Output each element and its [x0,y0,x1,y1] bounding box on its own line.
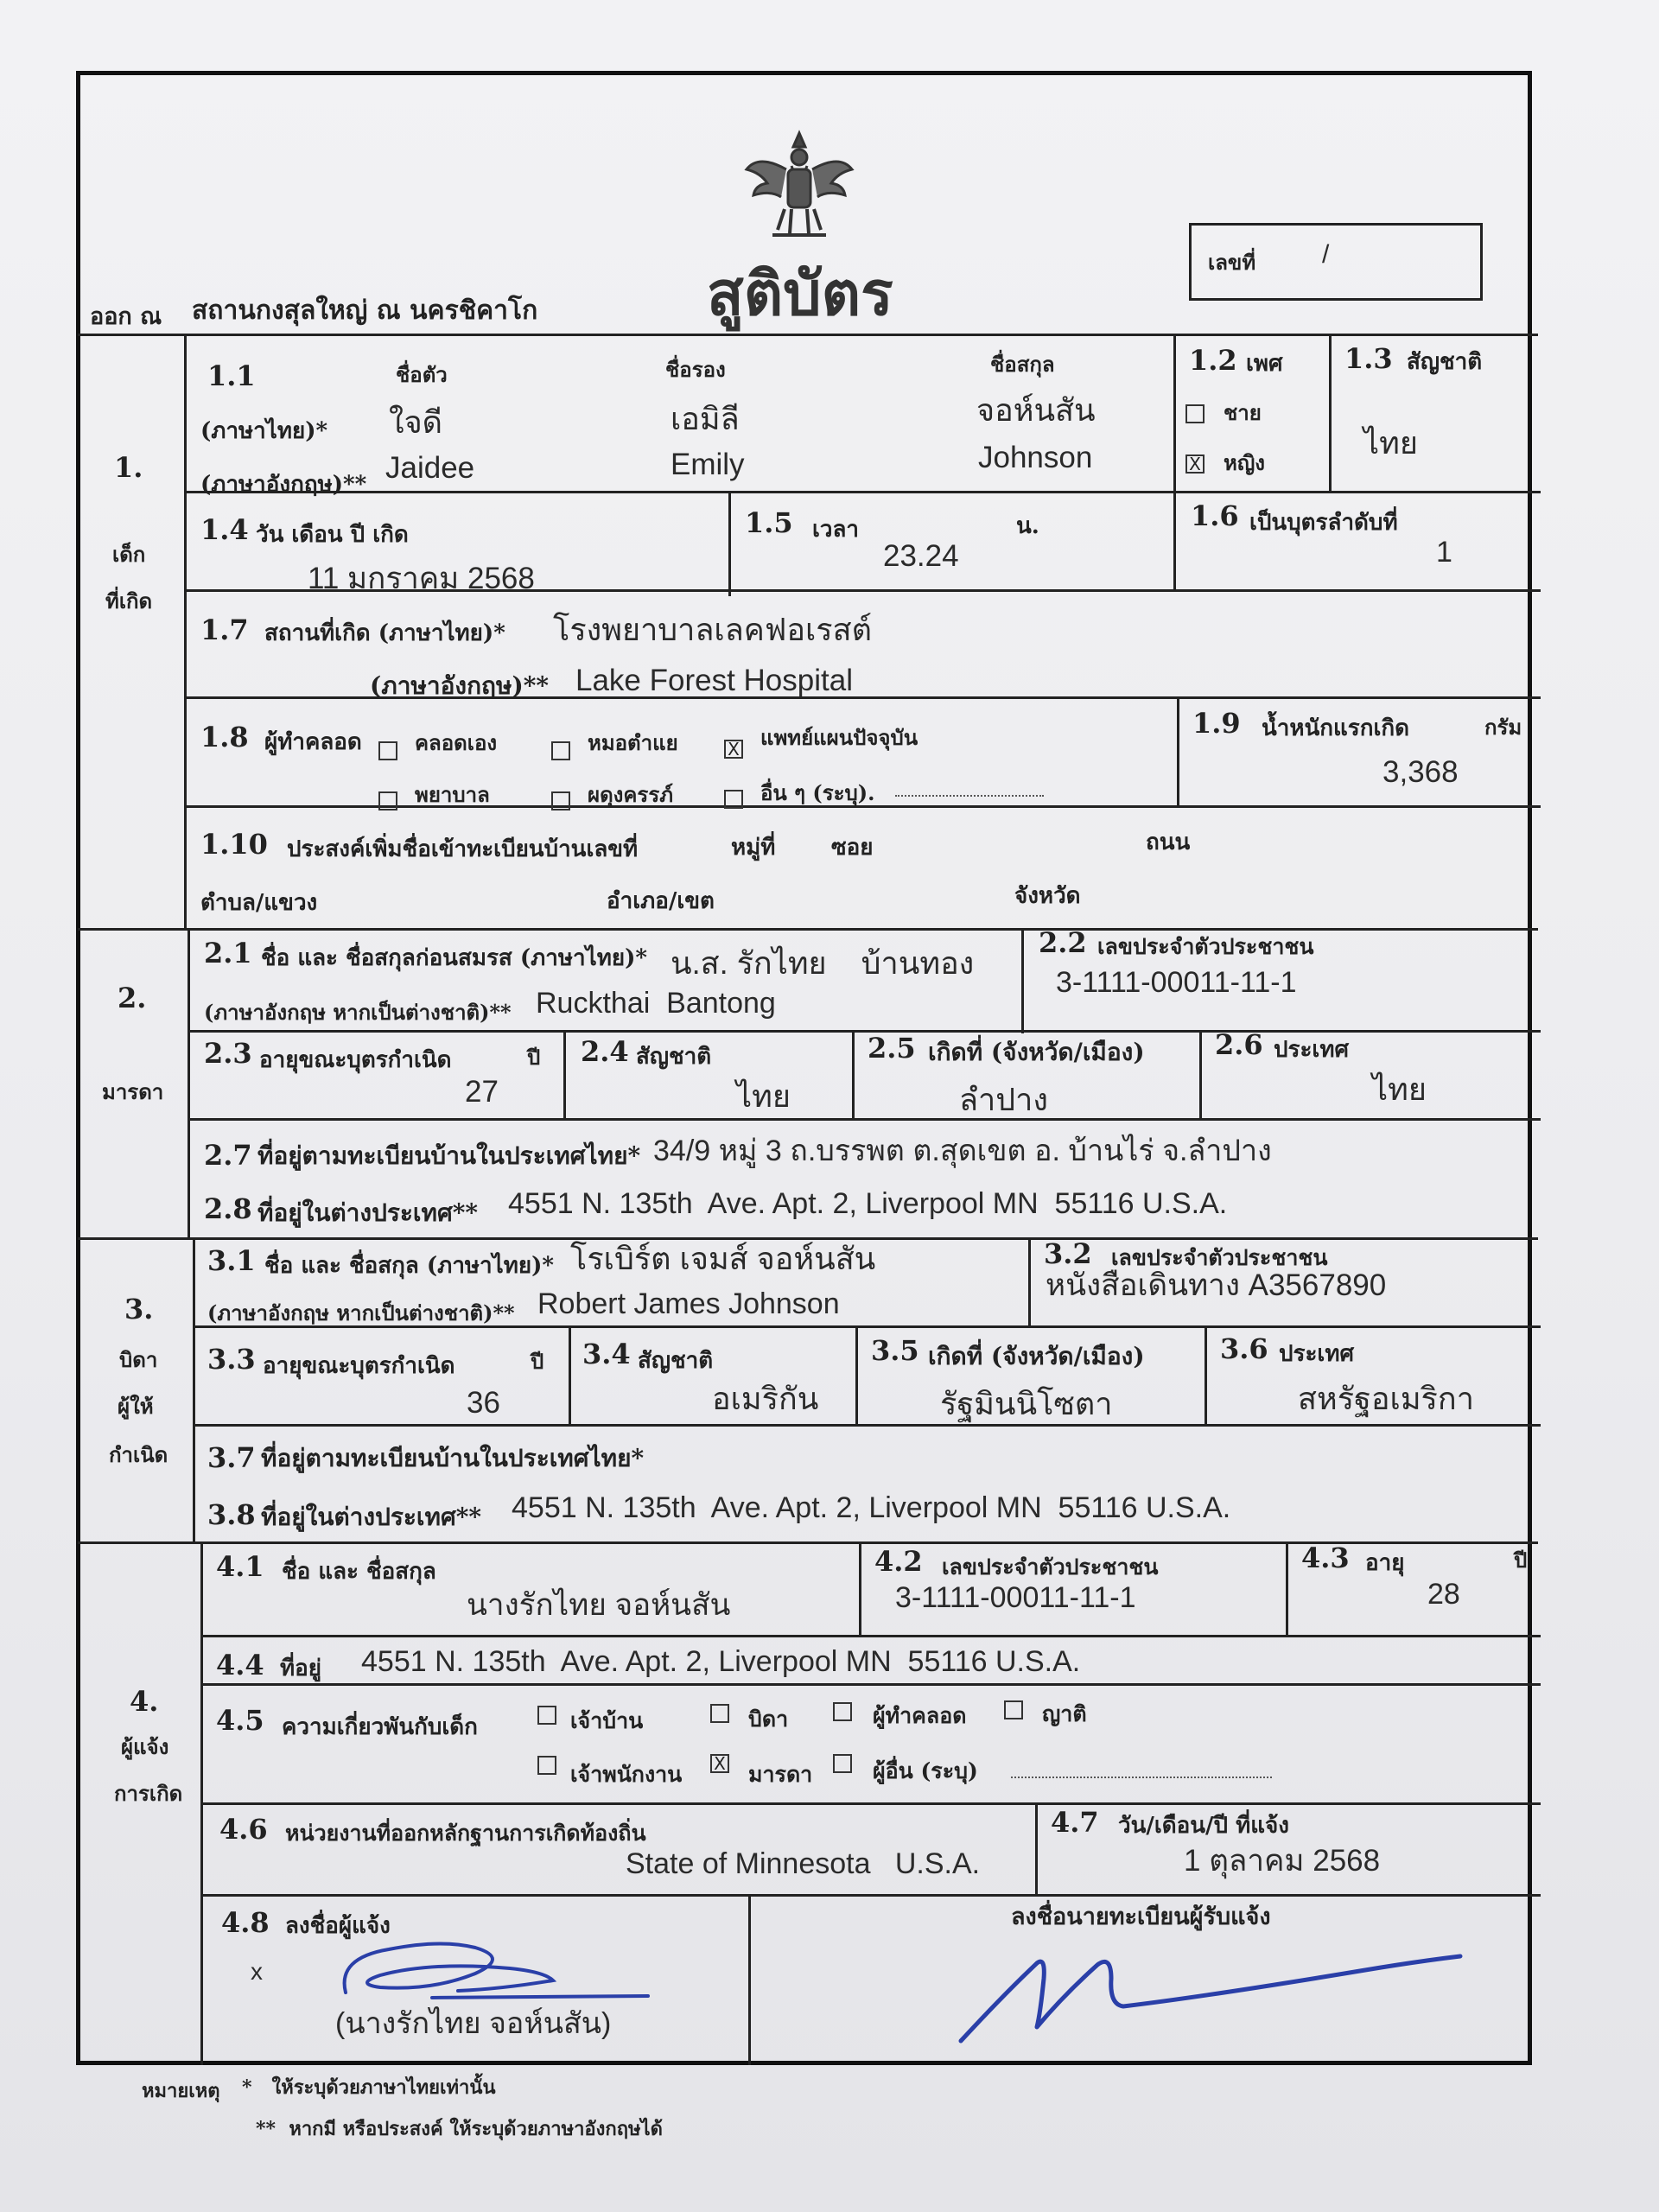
province-label: จังหวัด [1014,883,1081,909]
grid-line [200,1635,1541,1637]
sex-female-checkbox[interactable]: X [1185,454,1205,474]
field-3-8-number: 3.8 [207,1498,256,1531]
relation-father-label: บิดา [748,1707,789,1732]
field-2-5-number: 2.5 [868,1032,916,1065]
mother-country-label: ประเทศ [1274,1037,1349,1063]
birth-time-label: เวลา [812,517,860,543]
delivered-doctor-label: แพทย์แผนปัจจุบัน [760,725,918,750]
informant-signature-label: ลงชื่อผู้แจ้ง [285,1913,391,1939]
relation-deliverer-checkbox[interactable] [833,1702,852,1721]
relation-owner-checkbox[interactable] [537,1706,556,1725]
birth-place-eng-label: (ภาษาอังกฤษ)** [370,671,549,700]
field-1-6-number: 1.6 [1191,499,1239,532]
signature-x-mark: x [251,1958,263,1985]
informant-age-label: อายุ [1365,1550,1405,1576]
father-nationality-value: อเมริกัน [712,1381,819,1416]
sex-male-label: ชาย [1224,400,1262,425]
grid-line [1028,1237,1031,1327]
report-date-value: 1 ตุลาคม 2568 [1184,1844,1381,1878]
section1-title: เด็ก [112,542,146,567]
delivered-self-label: คลอดเอง [415,730,498,755]
grid-line [78,928,1538,931]
section3-title-2: ผู้ให้ [118,1394,154,1419]
father-id-value: หนังสือเดินทาง A3567890 [1046,1268,1387,1302]
birth-order-value: 1 [1436,536,1452,569]
tambon-label: ตำบล/แขวง [200,890,318,916]
field-4-8-number: 4.8 [221,1906,270,1939]
field-1-2-number: 1.2 [1189,344,1237,377]
mother-thai-address-label: ที่อยู่ตามทะเบียนบ้านในประเทศไทย* [257,1141,641,1170]
father-name-label: ชื่อ และ ชื่อสกุล (ภาษาไทย)* [264,1253,555,1279]
field-3-6-number: 3.6 [1220,1332,1268,1365]
child-middle-name-thai: เอมิลี [671,401,740,436]
birth-date-value: 11 มกราคม 2568 [308,562,535,595]
delivered-nurse-label: พยาบาล [415,782,490,807]
field-1-3-number: 1.3 [1344,342,1393,375]
field-3-7-number: 3.7 [207,1441,256,1474]
grid-line [748,1894,751,2065]
footnote-label: หมายเหตุ [142,2080,220,2102]
field-4-1-number: 4.1 [216,1550,264,1583]
informant-age-unit: ปี [1514,1548,1528,1573]
grid-line [1035,1802,1038,1896]
nationality-label: สัญชาติ [1407,349,1483,375]
child-nationality: ไทย [1363,425,1418,461]
mother-birthplace-value: ลำปาง [959,1082,1048,1117]
field-3-1-number: 3.1 [207,1244,256,1277]
mother-eng-label: (ภาษาอังกฤษ หากเป็นต่างชาติ)** [204,1000,512,1025]
informant-age-value: 28 [1427,1578,1460,1611]
amphoe-label: อำเภอ/เขต [607,888,715,914]
grid-line [859,1541,861,1637]
mother-age-unit: ปี [527,1045,541,1070]
field-4-6-number: 4.6 [219,1813,268,1846]
section4-number: 4. [130,1685,159,1718]
field-1-8-number: 1.8 [200,721,249,753]
sex-label: เพศ [1246,351,1283,377]
birth-order-label: เป็นบุตรลำดับที่ [1249,510,1398,536]
birth-place-eng: Lake Forest Hospital [575,664,853,697]
section2-title: มารดา [102,1079,164,1104]
grid-line [563,1030,566,1120]
mother-birthplace-label: เกิดที่ (จังหวัด/เมือง) [928,1038,1145,1066]
delivered-obstetric-checkbox[interactable] [551,791,570,810]
issued-at-value: สถานกงสุลใหญ่ ณ นครชิคาโก [192,296,538,326]
father-country-value: สหรัฐอเมริกา [1298,1381,1474,1416]
grid-line [728,491,731,596]
father-name-eng: Robert James Johnson [537,1287,840,1320]
mother-name-label: ชื่อ และ ชื่อสกุลก่อนสมรส (ภาษาไทย)* [261,945,647,971]
field-4-2-number: 4.2 [874,1545,923,1578]
sex-female-label: หญิง [1224,450,1265,475]
delivered-obstetric-label: ผดุงครรภ์ [588,782,674,807]
father-country-label: ประเทศ [1279,1341,1354,1367]
doc-number-value: / [1322,240,1330,269]
mother-id-value: 3-1111-00011-11-1 [1056,966,1297,999]
mother-age-value: 27 [465,1075,499,1109]
grid-line [184,491,1541,493]
birth-weight-value: 3,368 [1382,755,1459,789]
grid-line [1177,696,1179,807]
informant-name-value: นางรักไทย จอห์นสัน [467,1588,731,1622]
issued-at-label: ออก ณ [90,303,162,330]
father-birthplace-value: รัฐมินนิโซตา [940,1386,1113,1421]
father-age-unit: ปี [531,1349,544,1374]
delivered-midwife-label: หมอตำแย [588,730,678,755]
relation-owner-label: เจ้าบ้าน [570,1708,644,1733]
informant-id-value: 3-1111-00011-11-1 [895,1581,1136,1614]
birth-time-unit: น. [1016,513,1039,539]
relation-other-checkbox[interactable] [833,1754,852,1773]
grid-line [569,1325,571,1426]
birth-place-thai: โรงพยาบาลเลคฟอเรสต์ [553,612,872,647]
father-age-value: 36 [467,1386,500,1420]
relation-other-label: ผู้อื่น (ระบุ) [873,1758,978,1783]
middle-name-header: ชื่อรอง [665,357,726,382]
mother-name-eng: Ruckthai Bantong [536,987,776,1020]
father-nationality-label: สัญชาติ [638,1348,714,1374]
sex-male-checkbox[interactable] [1185,404,1205,423]
grid-line [193,1237,195,1543]
field-2-3-number: 2.3 [204,1037,252,1070]
grid-line [200,1894,1541,1897]
relation-father-checkbox[interactable] [710,1704,729,1723]
field-1-10-number: 1.10 [200,828,268,861]
father-age-label: อายุขณะบุตรกำเนิด [263,1353,455,1379]
child-last-name-thai: จอห์นสัน [976,392,1096,428]
birth-time-value: 23.24 [883,539,959,573]
child-first-name-eng: Jaidee [385,451,475,485]
delivered-doctor-checkbox[interactable]: X [724,740,743,759]
grid-line [193,1424,1541,1427]
child-last-name-eng: Johnson [978,441,1093,474]
relation-relative-label: ญาติ [1042,1701,1087,1726]
field-4-5-number: 4.5 [216,1704,264,1737]
father-thai-address-label: ที่อยู่ตามทะเบียนบ้านในประเทศไทย* [261,1444,645,1472]
field-1-9-number: 1.9 [1192,707,1241,740]
section3-title: บิดา [119,1347,158,1372]
grid-line [188,928,190,1239]
section4-title: ผู้แจ้ง [121,1734,169,1759]
footnote-1: * ให้ระบุด้วยภาษาไทยเท่านั้น [242,2076,496,2099]
mother-thai-address-value: 34/9 หมู่ 3 ถ.บรรพต ต.สุดเขต อ. บ้านไร่ จ.ลำปาง [653,1135,1272,1167]
section1-title-2: ที่เกิด [105,588,153,613]
delivered-other-checkbox[interactable] [724,790,743,809]
informant-address-label: ที่อยู่ [280,1656,321,1681]
last-name-header: ชื่อสกุล [990,352,1055,377]
informant-printed-name: (นางรักไทย จอห์นสัน) [335,2007,612,2040]
local-authority-label: หน่วยงานที่ออกหลักฐานการเกิดท้องถิ่น [285,1821,646,1846]
father-birthplace-label: เกิดที่ (จังหวัด/เมือง) [928,1342,1145,1370]
informant-address-value: 4551 N. 135th Ave. Apt. 2, Liverpool MN 55116 U.S.A. [361,1645,1081,1678]
add-to-house-label: ประสงค์เพิ่มชื่อเข้าทะเบียนบ้านเลขที่ [287,836,639,862]
grid-line [1021,928,1024,1033]
grid-line [1205,1325,1207,1426]
field-3-5-number: 3.5 [871,1334,919,1367]
birth-place-label: สถานที่เกิด (ภาษาไทย)* [264,620,505,646]
relation-deliverer-label: ผู้ทำคลอด [873,1703,967,1728]
relation-other-blank [1011,1777,1272,1778]
document-title: สูติบัตร [707,257,893,329]
field-3-4-number: 3.4 [582,1338,631,1370]
grid-line [855,1325,858,1426]
section2-number: 2. [118,982,147,1014]
field-4-3-number: 4.3 [1301,1541,1350,1574]
field-3-2-number: 3.2 [1044,1237,1092,1270]
delivered-other-label: อื่น ๆ (ระบุ). [760,780,875,805]
thai-name-label: (ภาษาไทย)* [200,418,328,444]
mother-nationality-label: สัญชาติ [636,1044,712,1070]
eng-name-label: (ภาษาอังกฤษ)** [200,472,367,498]
field-2-4-number: 2.4 [581,1035,629,1068]
field-2-2-number: 2.2 [1039,926,1087,959]
mother-foreign-address-value: 4551 N. 135th Ave. Apt. 2, Liverpool MN 55116 U.S.A. [508,1187,1228,1220]
father-foreign-address-value: 4551 N. 135th Ave. Apt. 2, Liverpool MN 55116 U.S.A. [512,1491,1231,1524]
delivered-nurse-checkbox[interactable] [378,791,397,810]
mother-name-thai: น.ส. รักไทย บ้านทอง [671,945,975,981]
registrar-signature-label: ลงชื่อนายทะเบียนผู้รับแจ้ง [1011,1904,1271,1930]
field-4-7-number: 4.7 [1051,1806,1099,1839]
mother-nationality-value: ไทย [736,1078,791,1114]
delivered-midwife-checkbox[interactable] [551,741,570,760]
registrar-signature [950,1944,1469,2056]
delivered-other-blank [895,795,1044,797]
section4-title-2: การเกิด [114,1781,183,1806]
birth-weight-unit: กรัม [1484,715,1522,740]
soi-label: ซอย [831,835,874,861]
mother-country-value: ไทย [1372,1071,1427,1107]
father-eng-label: (ภาษาอังกฤษ หากเป็นต่างชาติ)** [207,1300,515,1325]
grid-line [200,1683,1541,1686]
father-id-label: เลขประจำตัวประชาชน [1111,1245,1328,1270]
child-first-name-thai: ใจดี [389,404,443,440]
relation-mother-checkbox[interactable]: X [710,1754,729,1773]
field-1-5-number: 1.5 [745,506,793,539]
grid-line [184,334,187,930]
grid-line [1199,1030,1202,1120]
grid-line [852,1030,855,1120]
field-2-8-number: 2.8 [204,1192,252,1225]
delivered-by-label: ผู้ทำคลอด [264,729,362,755]
grid-line [200,1802,1541,1805]
delivered-self-checkbox[interactable] [378,741,397,760]
relation-relative-checkbox[interactable] [1004,1700,1023,1719]
mother-age-label: อายุขณะบุตรกำเนิด [259,1047,452,1073]
grid-line [78,334,1538,336]
field-3-3-number: 3.3 [207,1343,256,1376]
child-middle-name-eng: Emily [671,448,745,481]
field-2-6-number: 2.6 [1215,1028,1263,1061]
informant-id-label: เลขประจำตัวประชาชน [942,1554,1159,1580]
grid-line [1286,1541,1288,1637]
field-1-1-number: 1.1 [207,359,256,392]
first-name-header: ชื่อตัว [396,362,448,387]
father-name-thai: โรเบิร์ต เจมส์ จอห์นสัน [570,1241,876,1276]
grid-line [188,1118,1541,1121]
footnote-2: ** หากมี หรือประสงค์ ให้ระบุด้วยภาษาอังกฤษได้ [256,2118,663,2140]
moo-label: หมู่ที่ [731,835,776,861]
report-date-label: วัน/เดือน/ปี ที่แจ้ง [1118,1813,1289,1839]
road-label: ถนน [1146,830,1191,855]
grid-line [1329,334,1332,491]
informant-name-label: ชื่อ และ ชื่อสกุล [282,1559,436,1585]
local-authority-value: State of Minnesota U.S.A. [626,1847,981,1880]
doc-number-label: เลขที่ [1208,250,1256,275]
field-2-1-number: 2.1 [204,937,252,969]
section1-number: 1. [114,451,143,484]
field-1-4-number: 1.4 [200,513,249,546]
relation-mother-label: มารดา [748,1762,813,1787]
field-4-4-number: 4.4 [216,1649,264,1681]
mother-id-label: เลขประจำตัวประชาชน [1097,934,1314,959]
section3-title-3: กำเนิด [109,1442,168,1467]
mother-foreign-address-label: ที่อยู่ในต่างประเทศ** [257,1198,479,1227]
relationship-label: ความเกี่ยวพันกับเด็ก [282,1714,478,1740]
father-foreign-address-label: ที่อยู่ในต่างประเทศ** [261,1503,482,1531]
relation-officer-label: เจ้าพนักงาน [570,1762,683,1787]
field-1-7-number: 1.7 [200,613,249,646]
birth-date-label: วัน เดือน ปี เกิด [256,522,409,548]
field-2-7-number: 2.7 [204,1139,252,1172]
relation-officer-checkbox[interactable] [537,1756,556,1775]
section3-number: 3. [124,1293,154,1325]
birth-weight-label: น้ำหนักแรกเกิด [1262,715,1410,741]
grid-line [1173,334,1176,589]
